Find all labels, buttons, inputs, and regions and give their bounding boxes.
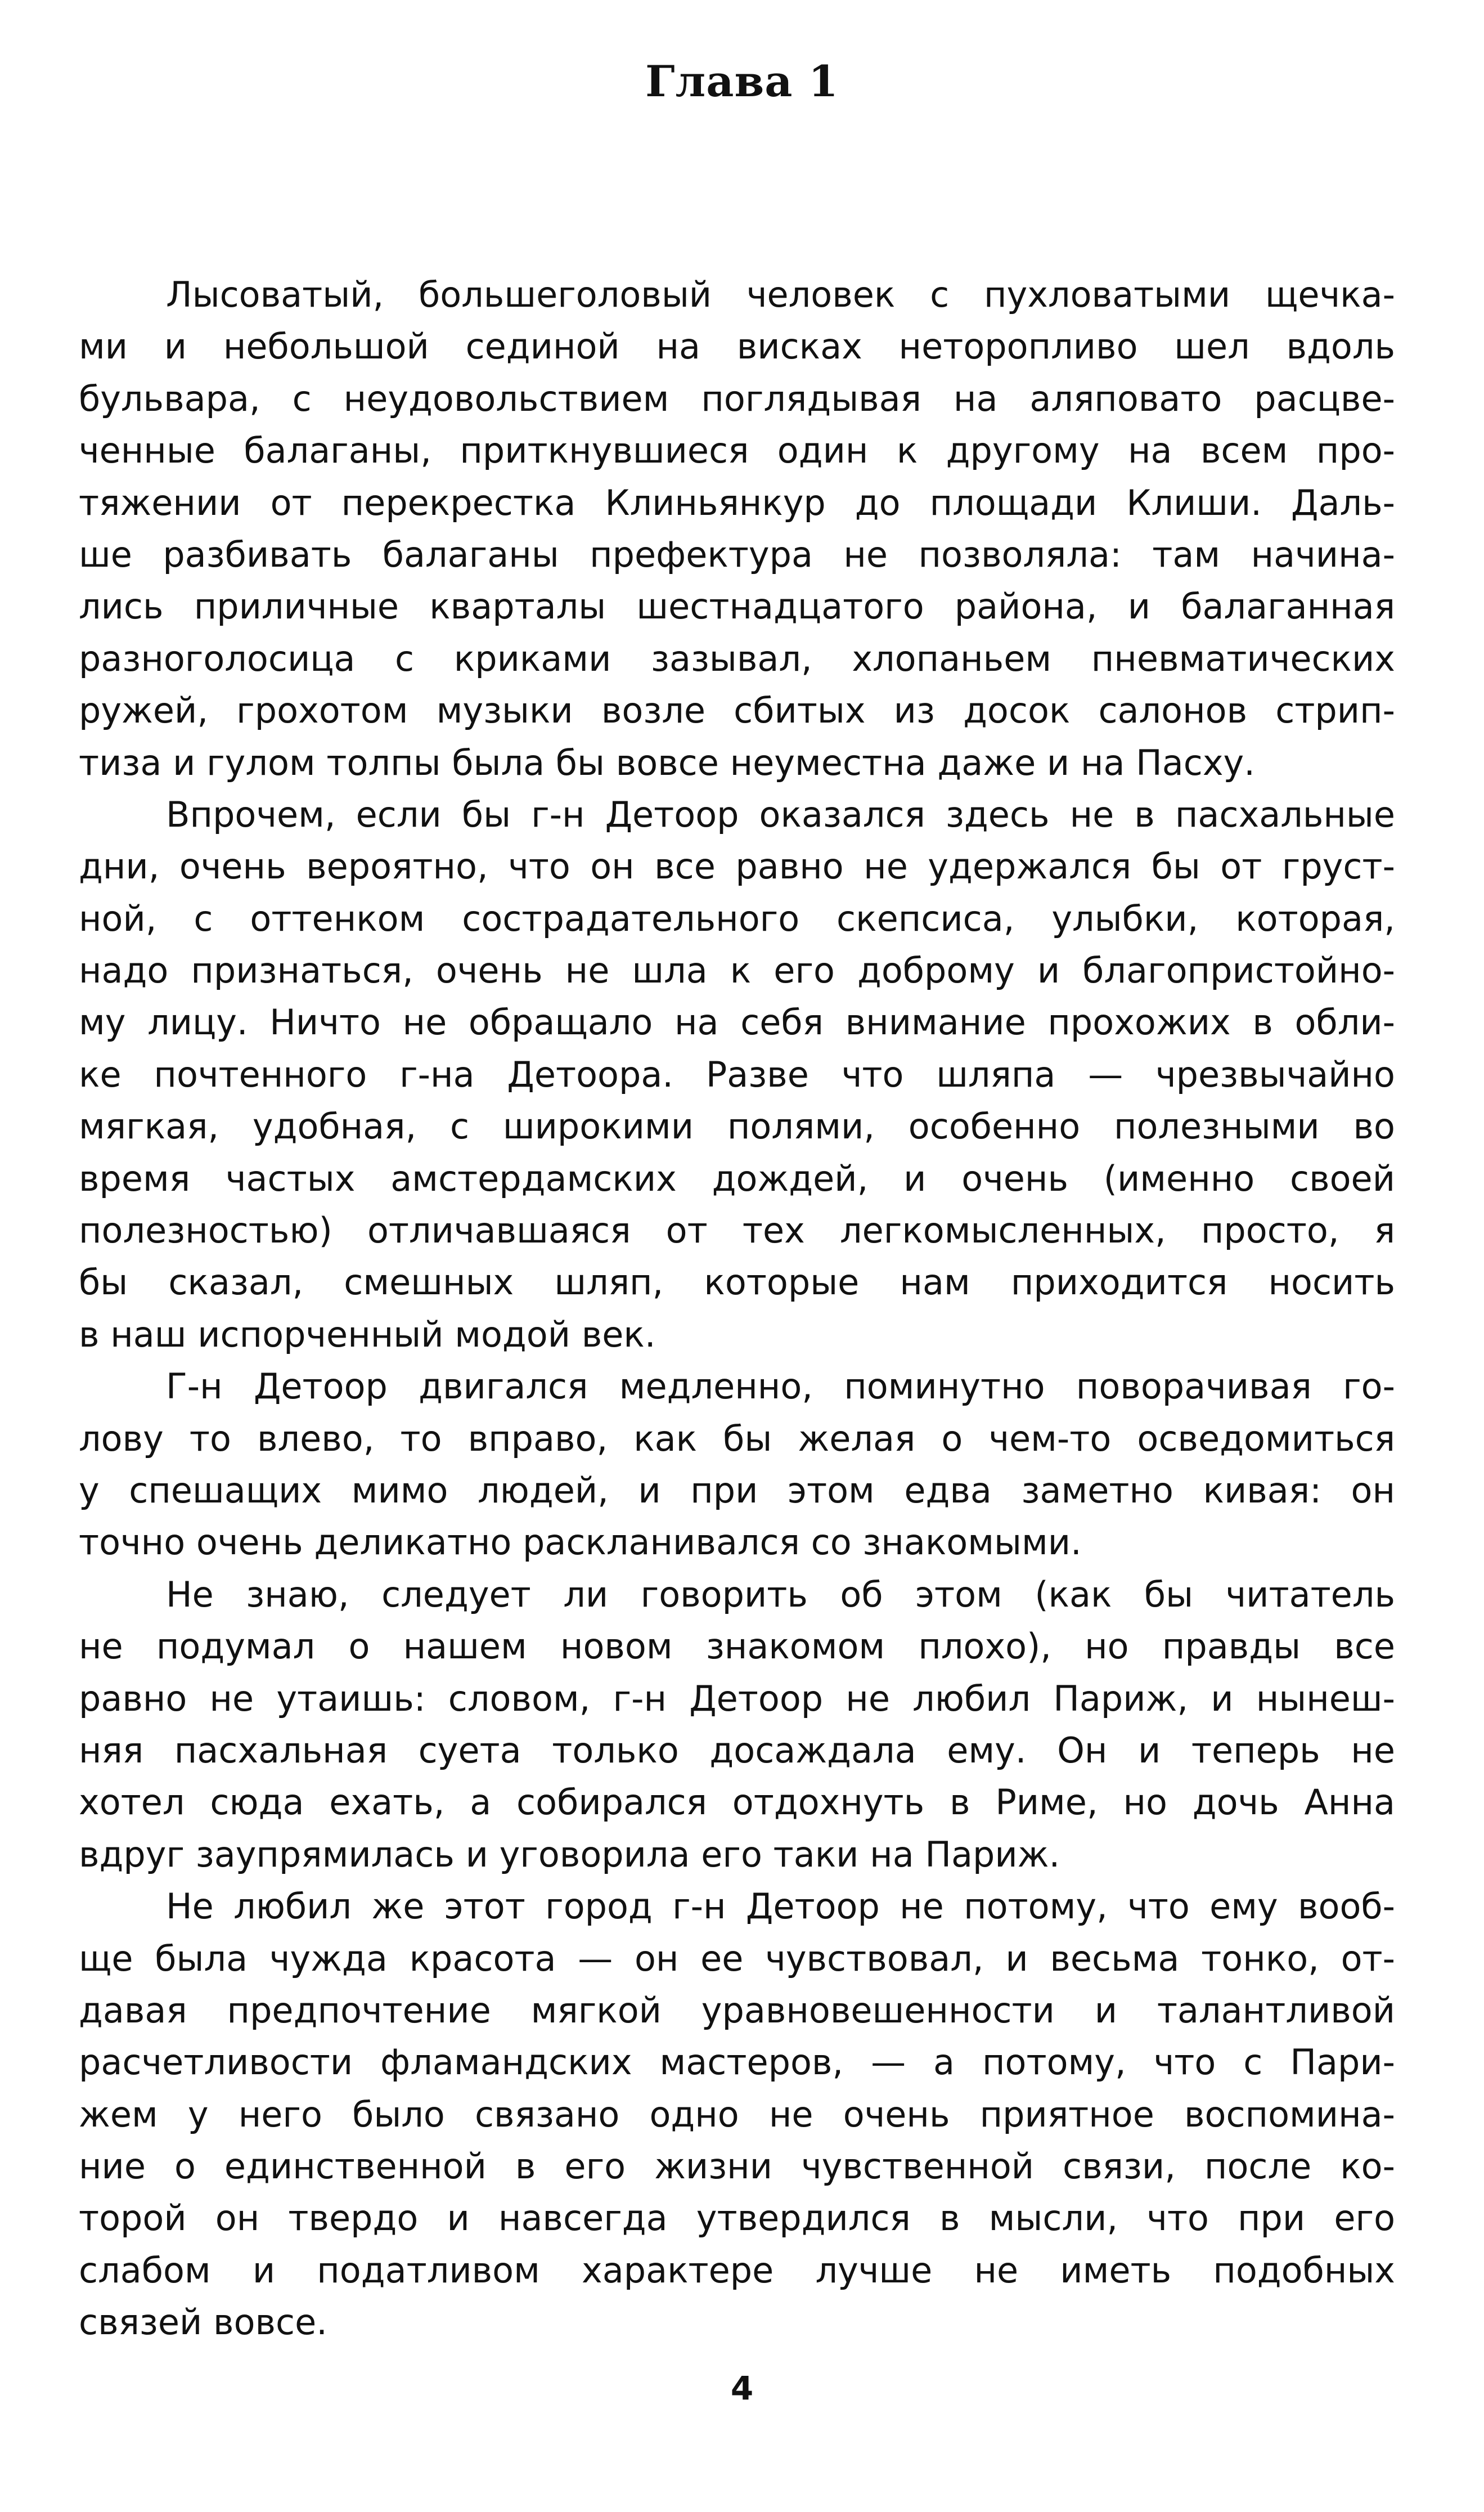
text-line: связей вовсе.: [79, 2302, 327, 2343]
text-line: мягкая, удобная, с широкими полями, особенно полезными во: [79, 1106, 1395, 1147]
text-line: вдруг заупрямилась и уговорила его таки на Париж.: [79, 1833, 1060, 1875]
text-line: жем у него было связано одно не очень приятное воспомина-: [79, 2093, 1395, 2135]
paragraph: [79, 789, 1395, 1361]
paragraph: [79, 269, 1395, 789]
text-line: давая предпочтение мягкой уравновешенности и талантливой: [79, 1989, 1395, 2031]
text-line: бы сказал, смешных шляп, которые нам приходится носить: [79, 1262, 1395, 1303]
text-line: торой он твердо и навсегда утвердился в мысли, что при его: [79, 2197, 1395, 2239]
text-line: равно не утаишь: словом, г-н Детоор не любил Париж, и нынеш-: [79, 1677, 1395, 1719]
paragraph: [79, 1569, 1395, 1881]
text-line: не подумал о нашем новом знакомом плохо), но правды все: [79, 1626, 1395, 1667]
paragraph: [79, 1881, 1395, 2349]
text-line: ше разбивать балаганы префектура не позволяла: там начина-: [79, 533, 1395, 575]
paragraph: [79, 1361, 1395, 1569]
text-line: ной, с оттенком сострадательного скепсиса, улыбки, которая,: [79, 898, 1395, 939]
text-line: у спешащих мимо людей, и при этом едва заметно кивая: он: [79, 1469, 1395, 1511]
text-line: точно очень деликатно раскланивался со знакомыми.: [79, 1522, 1082, 1563]
text-line: время частых амстердамских дождей, и очень (именно своей: [79, 1158, 1395, 1199]
text-line: ние о единственной в его жизни чувственной связи, после ко-: [79, 2146, 1395, 2187]
text-line: хотел сюда ехать, а собирался отдохнуть в Риме, но дочь Анна: [79, 1782, 1395, 1823]
text-line: лову то влево, то вправо, как бы желая о чем-то осведомиться: [79, 1418, 1395, 1459]
text-line: Не любил же этот город г-н Детоор не потому, что ему вооб-: [166, 1886, 1395, 1927]
text-line: бульвара, с неудовольствием поглядывая на аляповато расцве-: [79, 378, 1395, 419]
page-number: 4: [730, 2369, 754, 2407]
chapter-title: Глава 1: [645, 56, 839, 106]
text-line: расчетливости фламандских мастеров, — а потому, что с Пари-: [79, 2042, 1395, 2083]
text-line: слабом и податливом характере лучше не иметь подобных: [79, 2249, 1395, 2291]
text-line: в наш испорченный модой век.: [79, 1313, 656, 1355]
text-line: ми и небольшой сединой на висках неторопливо шел вдоль: [79, 326, 1395, 367]
text-line: ченные балаганы, приткнувшиеся один к другому на всем про-: [79, 430, 1395, 472]
text-line: Не знаю, следует ли говорить об этом (как бы читатель: [166, 1573, 1395, 1615]
text-line: тяжении от перекрестка Клиньянкур до площади Клиши. Даль-: [79, 482, 1395, 523]
body-text: [79, 269, 1395, 2349]
text-line: разноголосица с криками зазывал, хлопаньем пневматических: [79, 638, 1395, 679]
text-line: надо признаться, очень не шла к его доброму и благопристойно-: [79, 950, 1395, 992]
text-line: ще была чужда красота — он ее чувствовал, и весьма тонко, от-: [79, 1937, 1395, 1979]
text-line: лись приличные кварталы шестнадцатого района, и балаганная: [79, 586, 1395, 627]
text-line: ке почтенного г-на Детоора. Разве что шляпа — чрезвычайно: [79, 1053, 1395, 1095]
text-line: ружей, грохотом музыки возле сбитых из досок салонов стрип-: [79, 690, 1395, 732]
text-line: Г-н Детоор двигался медленно, поминутно поворачивая го-: [166, 1366, 1395, 1407]
text-line: дни, очень вероятно, что он все равно не удержался бы от груст-: [79, 846, 1395, 887]
text-line: полезностью) отличавшаяся от тех легкомысленных, просто, я: [79, 1210, 1395, 1251]
text-line: Лысоватый, большеголовый человек с пухловатыми щечка-: [166, 274, 1395, 315]
text-line: му лицу. Ничто не обращало на себя внимание прохожих в обли-: [79, 1002, 1395, 1043]
text-line: Впрочем, если бы г-н Детоор оказался здесь не в пасхальные: [166, 793, 1395, 835]
text-line: няя пасхальная суета только досаждала ему. Он и теперь не: [79, 1729, 1395, 1771]
text-line: тиза и гулом толпы была бы вовсе неуместна даже и на Пасху.: [79, 742, 1255, 783]
